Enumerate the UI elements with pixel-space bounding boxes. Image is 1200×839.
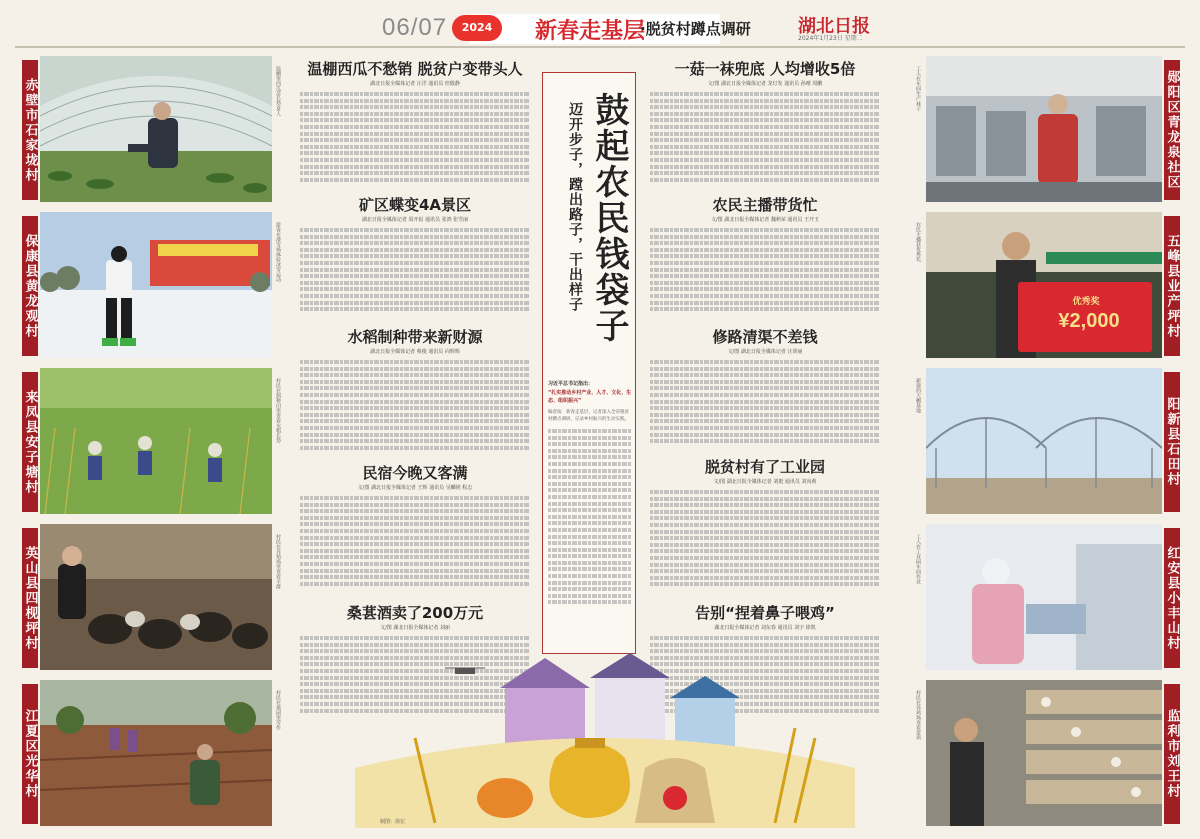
byline-right-2: 文/图 湖北日报全媒体记者 魏莉荣 通讯员 王开玉 <box>710 217 820 223</box>
drone-icon <box>445 668 485 674</box>
section-subtitle: ·脱贫村蹲点调研 <box>640 20 751 38</box>
photo-workshop <box>926 524 1162 670</box>
intro-quote: “扎实推动乡村产业、人才、文化、生态、组织振兴” <box>548 390 632 404</box>
award-amount: ¥2,000 <box>1058 310 1120 332</box>
photo-greenhouse-frame <box>926 368 1162 514</box>
body-right-2 <box>650 228 880 318</box>
year-badge: 2024 <box>452 15 502 41</box>
masthead <box>0 0 1200 48</box>
photo-ski-resort <box>40 212 272 358</box>
pumpkin-icon <box>477 778 533 818</box>
body-right-1 <box>650 92 880 188</box>
ski-scene <box>40 212 272 358</box>
village-label-left-5: 江夏区光华村 <box>22 684 38 824</box>
center-feature-subtitle: 迈开步子，蹚出路子，干出样子 <box>567 102 583 312</box>
body-left-1 <box>300 92 530 188</box>
intro-body <box>548 429 632 619</box>
byline-left-4: 文/图 湖北日报全媒体记者 王辉 通讯员 吴麟铭 程志 <box>357 485 473 491</box>
caption-right-3: 新建的大棚基地 <box>915 378 921 413</box>
village-label-right-1: 郧阳区青龙泉社区 <box>1164 60 1180 200</box>
caption-left-5: 村民在桑园里劳作 <box>275 690 281 730</box>
photo-greenhouse <box>40 56 272 202</box>
page-number: 06/07 <box>382 14 448 41</box>
body-left-3 <box>300 360 530 452</box>
village-houses-icon <box>500 653 740 748</box>
headline-left-1: 温棚西瓜不愁销 脱贫户变带头人 <box>307 60 523 78</box>
farm-scene <box>40 680 272 826</box>
body-left-4 <box>300 496 530 592</box>
intro-lead: 习近平总书记指出： <box>548 381 594 387</box>
headline-right-1: 一菇一袜兜底 人均增收5倍 <box>674 60 856 78</box>
rural-illustration <box>355 648 855 828</box>
greenhouse-scene <box>40 56 272 202</box>
headline-right-5: 告别“捏着鼻子喂鸡” <box>695 604 835 622</box>
village-label-right-2: 五峰县业产坪村 <box>1164 216 1180 356</box>
headline-left-2: 矿区蝶变4A景区 <box>358 196 472 214</box>
village-label-left-2: 保康县黄龙观村 <box>22 216 38 356</box>
body-right-4 <box>650 490 880 594</box>
rice-scene <box>40 368 272 514</box>
caption-left-1: 温棚里西瓜苗长势喜人 <box>275 66 281 116</box>
village-label-left-3: 来凤县安子塘村 <box>22 372 38 512</box>
village-label-left-4: 英山县四枧坪村 <box>22 528 38 668</box>
photo-rice-field <box>40 368 272 514</box>
factory-scene <box>926 56 1162 202</box>
red-seal-icon <box>663 786 687 810</box>
village-label-right-3: 阳新县石田村 <box>1164 372 1180 512</box>
award-scene <box>926 212 1162 358</box>
body-right-3 <box>650 360 880 448</box>
village-label-right-4: 红安县小丰山村 <box>1164 528 1180 668</box>
byline-left-3: 湖北日报全媒体记者 蔡俊 通讯员 向辉辉 <box>370 349 460 355</box>
paper-name: 湖北日报 <box>798 16 870 37</box>
chicken-scene <box>926 680 1162 826</box>
photo-livestock <box>40 524 272 670</box>
village-label-left-1: 赤壁市石家垅村 <box>22 60 38 200</box>
caption-right-5: 村民在养鸡场查看蛋鸡 <box>915 690 921 740</box>
caption-right-4: 工人在工业园车间作业 <box>915 534 921 584</box>
byline-right-3: 文/图 湖北日报全媒体记者 汪训丽 <box>727 349 803 355</box>
award-title: 优秀奖 <box>1072 297 1100 307</box>
byline-left-2: 湖北日报全媒体记者 周开崧 通讯员 张鸿 张雪丽 <box>361 217 469 223</box>
intro-note: 编者按：新春走基层，记者深入全省脱贫村蹲点调研，记录乡村振兴的生动实践。 <box>548 410 629 422</box>
caption-right-1: 工人在车间生产袜子 <box>915 66 921 111</box>
caption-left-3: 村民在制种田里查看水稻长势 <box>275 378 281 443</box>
headline-left-4: 民宿今晚又客满 <box>362 464 468 482</box>
photo-sock-factory <box>926 56 1162 202</box>
headline-right-4: 脱贫村有了工业园 <box>704 458 825 476</box>
photo-mulberry-farm <box>40 680 272 826</box>
body-left-2 <box>300 228 530 318</box>
workshop-scene <box>926 524 1162 670</box>
village-label-right-5: 监利市刘王村 <box>1164 684 1180 824</box>
caption-left-2: 游客在滑雪场体验冰雪运动 <box>275 222 281 282</box>
photo-award <box>926 212 1162 358</box>
byline-right-4: 文/图 湖北日报全媒体记者 刘挺 通讯员 刘向莉 <box>713 479 817 485</box>
headline-right-2: 农民主播带货忙 <box>712 196 818 214</box>
headline-left-5: 桑葚酒卖了200万元 <box>346 604 484 622</box>
paper-date: 2024年1月23日 星期二 <box>798 35 863 42</box>
illustration-credit: 制图：徐宏 <box>380 819 406 825</box>
byline-left-5: 文/图 湖北日报全媒体记者 刘丽 <box>380 625 450 631</box>
livestock-scene <box>40 524 272 670</box>
center-feature-title: 鼓起农民钱袋子 <box>589 92 629 344</box>
center-feature-intro <box>548 380 632 640</box>
frame-scene <box>926 368 1162 514</box>
headline-left-3: 水稻制种带来新财源 <box>347 328 483 346</box>
header-rule <box>15 46 1185 48</box>
caption-left-4: 村民在养殖场里查看羊群 <box>275 534 281 589</box>
byline-right-5: 湖北日报全媒体记者 刘东春 通讯员 刘宇 徐凯 <box>714 625 816 631</box>
byline-right-1: 文/图 湖北日报全媒体记者 龙灯发 通讯员 孙晴 周鹏 <box>707 81 823 87</box>
headline-right-3: 修路清渠不差钱 <box>712 328 818 346</box>
photo-chicken-farm <box>926 680 1162 826</box>
section-title: 新春走基层 <box>535 19 646 44</box>
caption-right-2: 农民主播获优秀奖 <box>915 222 921 262</box>
byline-left-1: 湖北日报全媒体记者 汪洋 通讯员 但傲静 <box>370 81 460 87</box>
